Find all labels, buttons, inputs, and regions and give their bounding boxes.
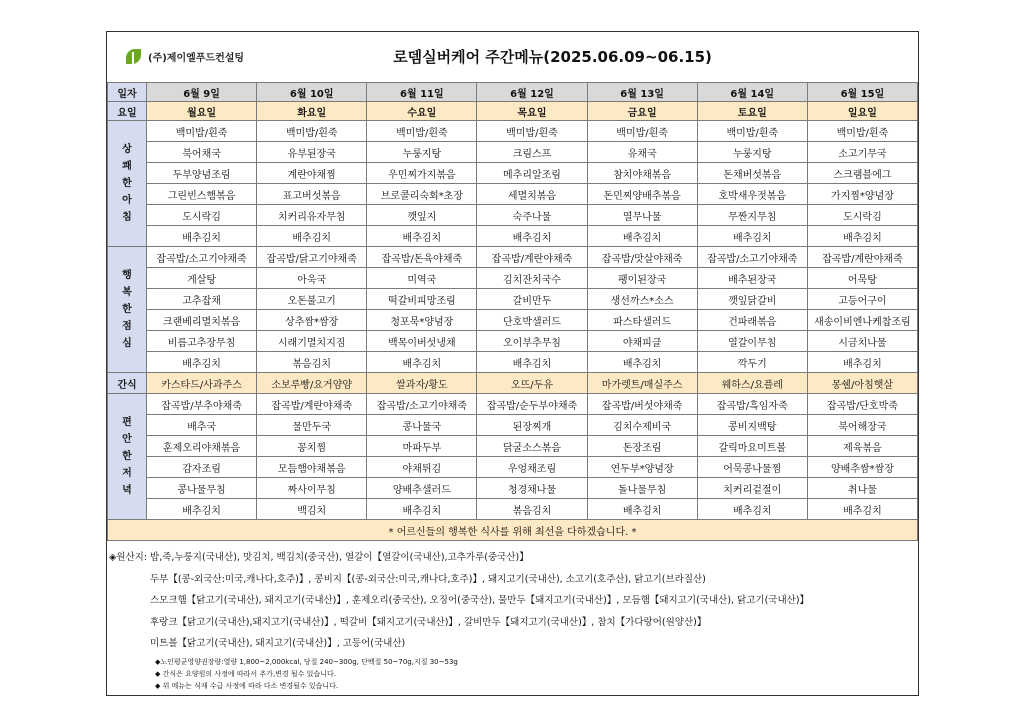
menu-item: 떡갈비피망조림 [367, 289, 477, 310]
menu-item: 배추김치 [147, 352, 257, 373]
menu-item: 연두부*양념장 [587, 457, 697, 478]
menu-item: 게살탕 [147, 268, 257, 289]
menu-item: 무짠지무침 [697, 205, 807, 226]
snack-item: 마가렛트/매실주스 [587, 373, 697, 394]
lunch-label: 행 복 한 점 심 [108, 247, 147, 373]
snack-item: 카스타드/사과주스 [147, 373, 257, 394]
menu-item: 새송이비엔나케찹조림 [807, 310, 917, 331]
menu-item: 생선까스*소스 [587, 289, 697, 310]
menu-item: 콩비지백탕 [697, 415, 807, 436]
menu-item: 어묵탕 [807, 268, 917, 289]
menu-item: 열무나물 [587, 205, 697, 226]
menu-item: 물만두국 [257, 415, 367, 436]
menu-item: 호박새우젓볶음 [697, 184, 807, 205]
menu-item: 세멸치볶음 [477, 184, 587, 205]
menu-item: 유채국 [587, 142, 697, 163]
note-row [108, 520, 918, 541]
menu-item: 배추김치 [257, 226, 367, 247]
menu-item: 아욱국 [257, 268, 367, 289]
date-cell: 6월 9일 [147, 83, 257, 102]
menu-item: 김치수제비국 [587, 415, 697, 436]
menu-item: 배추김치 [807, 499, 917, 520]
breakfast-row [108, 163, 918, 184]
menu-item: 스크램블에그 [807, 163, 917, 184]
menu-item: 크림스프 [477, 142, 587, 163]
date-label: 일자 [108, 83, 147, 102]
date-cell: 6월 13일 [587, 83, 697, 102]
date-cell: 6월 14일 [697, 83, 807, 102]
menu-item: 크랜베리멸치볶음 [147, 310, 257, 331]
menu-item: 감자조림 [147, 457, 257, 478]
menu-item: 잡곡밥/순두부야채죽 [477, 394, 587, 415]
origin-line: ◈원산지: 밥,죽,누룽지(국내산), 맛김치, 백김치(중국산), 열갈이【열갈이(국내산),고추가루(중국산)】 [109, 552, 529, 563]
menu-item: 배추김치 [367, 352, 477, 373]
menu-item: 잡곡밥/소고기야채죽 [147, 247, 257, 268]
day-cell: 금요일 [587, 102, 697, 121]
menu-item: 잡곡밥/맛살야채죽 [587, 247, 697, 268]
lunch-row [108, 289, 918, 310]
menu-item: 잡곡밥/닭고기야채죽 [257, 247, 367, 268]
menu-item: 브로콜리숙회*초장 [367, 184, 477, 205]
menu-item: 도시락김 [147, 205, 257, 226]
snack-label: 간식 [108, 373, 147, 394]
menu-item: 북어해장국 [807, 415, 917, 436]
menu-item: 북어채국 [147, 142, 257, 163]
snack-item: 몽쉘/아침햇살 [807, 373, 917, 394]
menu-item: 청경채나물 [477, 478, 587, 499]
closing-note: * 어르신들의 행복한 식사를 위해 최선을 다하겠습니다. * [108, 520, 918, 541]
menu-item: 돌나물무침 [587, 478, 697, 499]
day-cell: 토요일 [697, 102, 807, 121]
menu-item: 고추잡채 [147, 289, 257, 310]
snack-item: 쌀과자/황도 [367, 373, 477, 394]
menu-item: 백목이버섯냉채 [367, 331, 477, 352]
menu-item: 백김치 [257, 499, 367, 520]
menu-item: 돈장조림 [587, 436, 697, 457]
day-cell: 월요일 [147, 102, 257, 121]
menu-item: 메추리알조림 [477, 163, 587, 184]
menu-item: 볶음김치 [257, 352, 367, 373]
menu-item: 오이부추무침 [477, 331, 587, 352]
dinner-row [108, 394, 918, 415]
date-row [108, 83, 918, 102]
menu-item: 치커리유자무침 [257, 205, 367, 226]
menu-item: 잡곡밥/소고기야채죽 [697, 247, 807, 268]
lunch-row [108, 247, 918, 268]
origin-line: 후랑크【닭고기(국내산),돼지고기(국내산)】, 떡갈비【돼지고기(국내산)】, 갈비만두【돼지고기(국내산)】, 참치【가다랑어(원양산)】 [150, 616, 707, 628]
menu-item: 양배추샐러드 [367, 478, 477, 499]
menu-item: 그린빈스햄볶음 [147, 184, 257, 205]
breakfast-label: 상 쾌 한 아 침 [108, 121, 147, 247]
menu-item: 배추김치 [367, 499, 477, 520]
breakfast-row [108, 121, 918, 142]
menu-item: 도시락김 [807, 205, 917, 226]
day-cell: 화요일 [257, 102, 367, 121]
menu-item: 콩나물무침 [147, 478, 257, 499]
menu-item: 양배추쌈*쌈장 [807, 457, 917, 478]
menu-item: 계란야채찜 [257, 163, 367, 184]
menu-item: 잡곡밥/소고기야채죽 [367, 394, 477, 415]
menu-item: 깍두기 [697, 352, 807, 373]
menu-item: 오돈불고기 [257, 289, 367, 310]
menu-item: 김치잔치국수 [477, 268, 587, 289]
menu-item: 배추김치 [147, 226, 257, 247]
footnote-line: ◆노인평균영양권장량:열량 1,800~2,000kcal, 당질 240~300g, 단백질 50~70g,지질 30~53g [155, 658, 458, 666]
snack-item: 웨하스/요플레 [697, 373, 807, 394]
snack-row [108, 373, 918, 394]
dinner-row [108, 499, 918, 520]
menu-item: 시래기멸치지짐 [257, 331, 367, 352]
snack-item: 소보루빵/요거얌얌 [257, 373, 367, 394]
menu-item: 열갈이무침 [697, 331, 807, 352]
menu-item: 배추김치 [807, 226, 917, 247]
menu-item: 배추김치 [367, 226, 477, 247]
menu-item: 미역국 [367, 268, 477, 289]
menu-item: 백미밥/흰죽 [807, 121, 917, 142]
menu-item: 마파두부 [367, 436, 477, 457]
menu-item: 돈채버섯볶음 [697, 163, 807, 184]
menu-item: 유부된장국 [257, 142, 367, 163]
breakfast-row [108, 142, 918, 163]
menu-item: 짜사이무침 [257, 478, 367, 499]
menu-item: 소고기무국 [807, 142, 917, 163]
menu-item: 야채튀김 [367, 457, 477, 478]
menu-item: 배추김치 [697, 226, 807, 247]
menu-item: 두부양념조림 [147, 163, 257, 184]
menu-item: 잡곡밥/돈육야채죽 [367, 247, 477, 268]
date-cell: 6월 10일 [257, 83, 367, 102]
lunch-row [108, 331, 918, 352]
snack-item: 오뜨/두유 [477, 373, 587, 394]
menu-item: 제육볶음 [807, 436, 917, 457]
menu-item: 모듬햄야채볶음 [257, 457, 367, 478]
menu-item: 잡곡밥/흑임자죽 [697, 394, 807, 415]
menu-item: 배추김치 [807, 352, 917, 373]
menu-item: 우민찌가지볶음 [367, 163, 477, 184]
dinner-row [108, 436, 918, 457]
menu-item: 참치야채볶음 [587, 163, 697, 184]
menu-sheet [106, 31, 919, 696]
footnote-line: ◆ 간식은 요양원의 사정에 따라서 추가,변경 될수 있습니다. [155, 670, 336, 678]
weekly-menu-table [107, 82, 918, 541]
day-row [108, 102, 918, 121]
day-cell: 목요일 [477, 102, 587, 121]
menu-item: 치커리겉절이 [697, 478, 807, 499]
menu-item: 누룽지탕 [697, 142, 807, 163]
menu-item: 잡곡밥/계란야채죽 [477, 247, 587, 268]
dinner-row [108, 478, 918, 499]
dinner-row [108, 457, 918, 478]
menu-item: 잡곡밥/계란야채죽 [257, 394, 367, 415]
origin-line: 두부【(콩-외국산:미국,캐나다,호주)】, 콩비지【(콩-외국산:미국,캐나다,호주)】, 돼지고기(국내산), 소고기(호주산), 닭고기(브라질산) [150, 573, 706, 585]
menu-item: 닭굴소스볶음 [477, 436, 587, 457]
menu-item: 취나물 [807, 478, 917, 499]
menu-item: 표고버섯볶음 [257, 184, 367, 205]
page-title: 로뎀실버케어 주간메뉴(2025.06.09~06.15) [393, 48, 712, 66]
menu-item: 잡곡밥/단호박죽 [807, 394, 917, 415]
menu-item: 훈제오리야채볶음 [147, 436, 257, 457]
menu-item: 배추김치 [587, 226, 697, 247]
menu-item: 배추된장국 [697, 268, 807, 289]
menu-item: 파스타샐러드 [587, 310, 697, 331]
menu-item: 야채피클 [587, 331, 697, 352]
breakfast-row [108, 184, 918, 205]
menu-item: 배추김치 [477, 352, 587, 373]
menu-item: 청포묵*양념장 [367, 310, 477, 331]
breakfast-row [108, 205, 918, 226]
breakfast-row [108, 226, 918, 247]
menu-item: 상추쌈*쌈장 [257, 310, 367, 331]
menu-item: 볶음김치 [477, 499, 587, 520]
menu-item: 배추김치 [147, 499, 257, 520]
menu-item: 누룽지탕 [367, 142, 477, 163]
menu-item: 가지찜*양념장 [807, 184, 917, 205]
menu-item: 백미밥/흰죽 [587, 121, 697, 142]
origin-info [107, 547, 918, 655]
dinner-row [108, 415, 918, 436]
menu-item: 어묵콩나물찜 [697, 457, 807, 478]
menu-item: 꽁치찜 [257, 436, 367, 457]
menu-item: 우엉채조림 [477, 457, 587, 478]
origin-line: 미트볼【닭고기(국내산), 돼지고기(국내산)】, 고등어(국내산) [150, 638, 406, 649]
menu-item: 깻잎지 [367, 205, 477, 226]
date-cell: 6월 15일 [807, 83, 917, 102]
menu-item: 콩나물국 [367, 415, 477, 436]
menu-item: 고등어구이 [807, 289, 917, 310]
menu-item: 된장찌개 [477, 415, 587, 436]
menu-item: 건파래볶음 [697, 310, 807, 331]
menu-item: 잡곡밥/부추야채죽 [147, 394, 257, 415]
day-cell: 일요일 [807, 102, 917, 121]
day-label: 요일 [108, 102, 147, 121]
menu-item: 배추김치 [587, 499, 697, 520]
menu-item: 시금치나물 [807, 331, 917, 352]
menu-item: 깻잎닭갈비 [697, 289, 807, 310]
menu-item: 잡곡밥/버섯야채죽 [587, 394, 697, 415]
menu-item: 잡곡밥/계란야채죽 [807, 247, 917, 268]
date-cell: 6월 12일 [477, 83, 587, 102]
menu-item: 팽이된장국 [587, 268, 697, 289]
menu-item: 배추김치 [477, 226, 587, 247]
lunch-row [108, 352, 918, 373]
menu-item: 백미밥/흰죽 [477, 121, 587, 142]
sheet-header [107, 32, 918, 83]
day-cell: 수요일 [367, 102, 477, 121]
lunch-row [108, 268, 918, 289]
dinner-label: 편 안 한 저 녁 [108, 394, 147, 520]
menu-item: 숙주나물 [477, 205, 587, 226]
company-name: (주)제이엘푸드컨설팅 [148, 52, 245, 64]
menu-item: 비름고추장무침 [147, 331, 257, 352]
origin-line: 스모크햄【닭고기(국내산), 돼지고기(국내산)】, 훈제오리(중국산), 오징어(중국산), 물만두【돼지고기(국내산)】, 모듬햄【돼지고기(국내산), 닭고기(국내산)】 [150, 595, 810, 606]
footnotes [155, 656, 458, 692]
menu-item: 갈비만두 [477, 289, 587, 310]
menu-item: 갈릭마요미트볼 [697, 436, 807, 457]
menu-item: 배추김치 [697, 499, 807, 520]
menu-item: 배추국 [147, 415, 257, 436]
menu-item: 백미밥/흰죽 [697, 121, 807, 142]
menu-item: 백미밥/흰죽 [367, 121, 477, 142]
date-cell: 6월 11일 [367, 83, 477, 102]
lunch-row [108, 310, 918, 331]
menu-item: 단호박샐러드 [477, 310, 587, 331]
menu-item: 돈민찌양배추볶음 [587, 184, 697, 205]
menu-item: 배추김치 [587, 352, 697, 373]
menu-item: 백미밥/흰죽 [257, 121, 367, 142]
footnote-line: ◆ 위 메뉴는 식재 수급 사정에 따라 다소 변경될수 있습니다. [155, 682, 339, 690]
menu-item: 백미밥/흰죽 [147, 121, 257, 142]
